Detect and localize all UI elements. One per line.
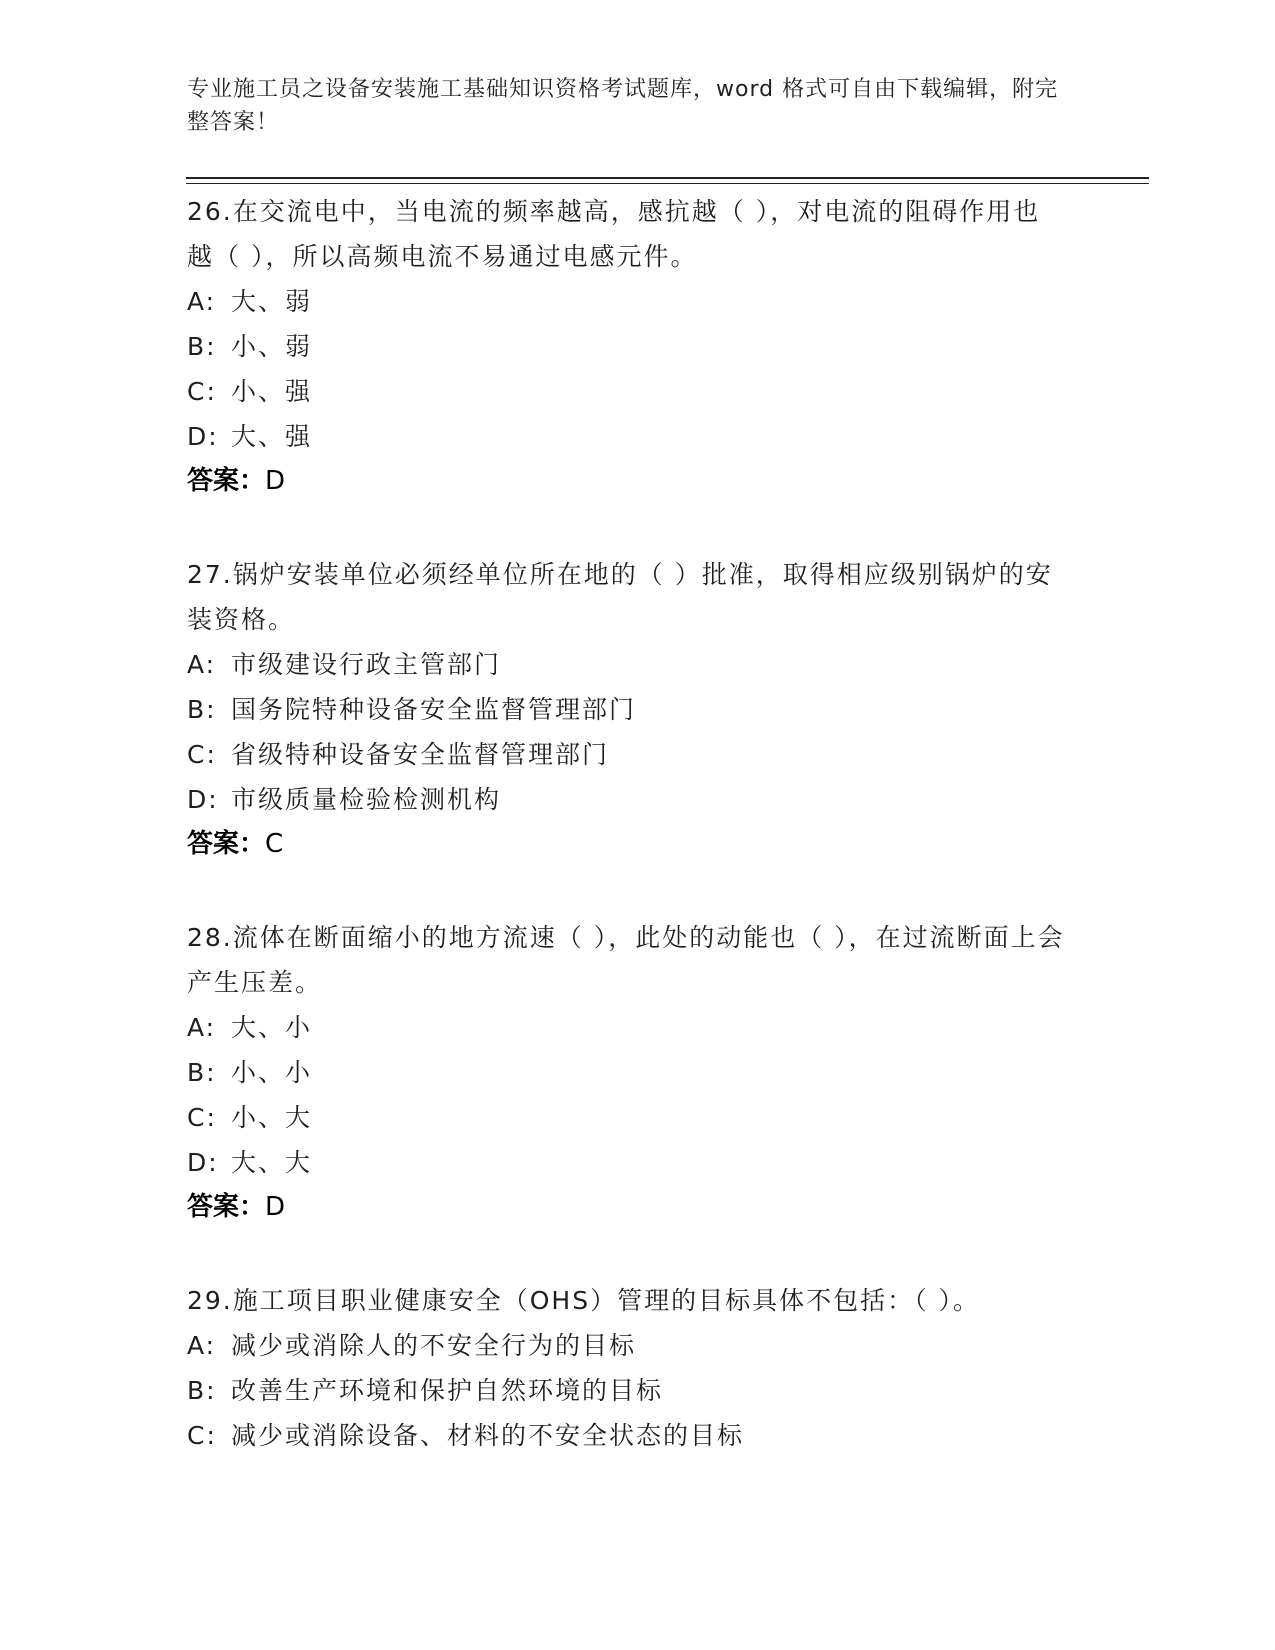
option-text: 大、小 bbox=[231, 1013, 313, 1042]
option-letter: B: bbox=[187, 1058, 217, 1087]
option-a bbox=[187, 279, 1107, 324]
answer-value: D bbox=[265, 466, 286, 496]
answer-label: 答案： bbox=[187, 1192, 266, 1222]
question-26 bbox=[187, 189, 1107, 504]
option-letter: B: bbox=[187, 332, 217, 361]
option-letter: C: bbox=[187, 377, 217, 406]
option-letter: B: bbox=[187, 695, 217, 724]
option-b bbox=[187, 1050, 1107, 1095]
option-b bbox=[187, 687, 1107, 732]
option-text: 减少或消除设备、材料的不安全状态的目标 bbox=[231, 1421, 745, 1450]
option-text: 小、小 bbox=[231, 1058, 313, 1087]
option-d bbox=[187, 1140, 1107, 1185]
option-text: 省级特种设备安全监督管理部门 bbox=[231, 740, 610, 769]
answer-label: 答案： bbox=[187, 466, 266, 496]
option-letter: D: bbox=[187, 785, 219, 814]
option-letter: A: bbox=[187, 1331, 217, 1360]
header-divider bbox=[186, 177, 1149, 179]
question-27 bbox=[187, 552, 1107, 867]
option-letter: C: bbox=[187, 1421, 217, 1450]
question-stem: 27.锅炉安装单位必须经单位所在地的（ ）批准，取得相应级别锅炉的安装资格。 bbox=[187, 560, 1053, 634]
option-letter: C: bbox=[187, 1103, 217, 1132]
answer-value: D bbox=[265, 1192, 286, 1222]
option-a bbox=[187, 1005, 1107, 1050]
question-28 bbox=[187, 915, 1107, 1230]
answer-line bbox=[187, 459, 1107, 504]
question-29 bbox=[187, 1278, 1107, 1458]
option-text: 小、大 bbox=[231, 1103, 313, 1132]
option-letter: D: bbox=[187, 1148, 219, 1177]
option-text: 减少或消除人的不安全行为的目标 bbox=[231, 1331, 637, 1360]
option-b bbox=[187, 324, 1107, 369]
option-letter: A: bbox=[187, 650, 217, 679]
question-stem: 29.施工项目职业健康安全（OHS）管理的目标具体不包括：（ ）。 bbox=[187, 1286, 981, 1315]
option-text: 改善生产环境和保护自然环境的目标 bbox=[231, 1376, 664, 1405]
option-d bbox=[187, 777, 1107, 822]
answer-label: 答案： bbox=[187, 829, 266, 859]
option-text: 市级质量检验检测机构 bbox=[231, 785, 502, 814]
question-list bbox=[187, 189, 1107, 1506]
option-letter: A: bbox=[187, 287, 217, 316]
option-letter: D: bbox=[187, 422, 219, 451]
answer-line bbox=[187, 822, 1107, 867]
option-text: 国务院特种设备安全监督管理部门 bbox=[231, 695, 637, 724]
option-c bbox=[187, 1413, 1107, 1458]
option-text: 大、强 bbox=[231, 422, 313, 451]
option-text: 小、弱 bbox=[231, 332, 313, 361]
option-text: 大、弱 bbox=[231, 287, 313, 316]
option-d bbox=[187, 414, 1107, 459]
answer-value: C bbox=[265, 829, 284, 859]
header-divider-thin bbox=[186, 183, 1149, 184]
option-text: 大、大 bbox=[231, 1148, 313, 1177]
answer-line bbox=[187, 1185, 1107, 1230]
option-letter: C: bbox=[187, 740, 217, 769]
option-c bbox=[187, 732, 1107, 777]
option-a bbox=[187, 1323, 1107, 1368]
option-text: 市级建设行政主管部门 bbox=[231, 650, 502, 679]
question-stem: 28.流体在断面缩小的地方流速（ ），此处的动能也（ ），在过流断面上会产生压差。 bbox=[187, 923, 1065, 997]
option-c bbox=[187, 1095, 1107, 1140]
option-letter: A: bbox=[187, 1013, 217, 1042]
question-stem: 26.在交流电中，当电流的频率越高，感抗越（ ），对电流的阻碍作用也越（ ），所以高频电流不易通过电感元件。 bbox=[187, 197, 1041, 271]
option-letter: B: bbox=[187, 1376, 217, 1405]
option-text: 小、强 bbox=[231, 377, 313, 406]
option-b bbox=[187, 1368, 1107, 1413]
option-c bbox=[187, 369, 1107, 414]
document-header: 专业施工员之设备安装施工基础知识资格考试题库，word 格式可自由下载编辑，附完整答案！ bbox=[187, 77, 1059, 135]
option-a bbox=[187, 642, 1107, 687]
